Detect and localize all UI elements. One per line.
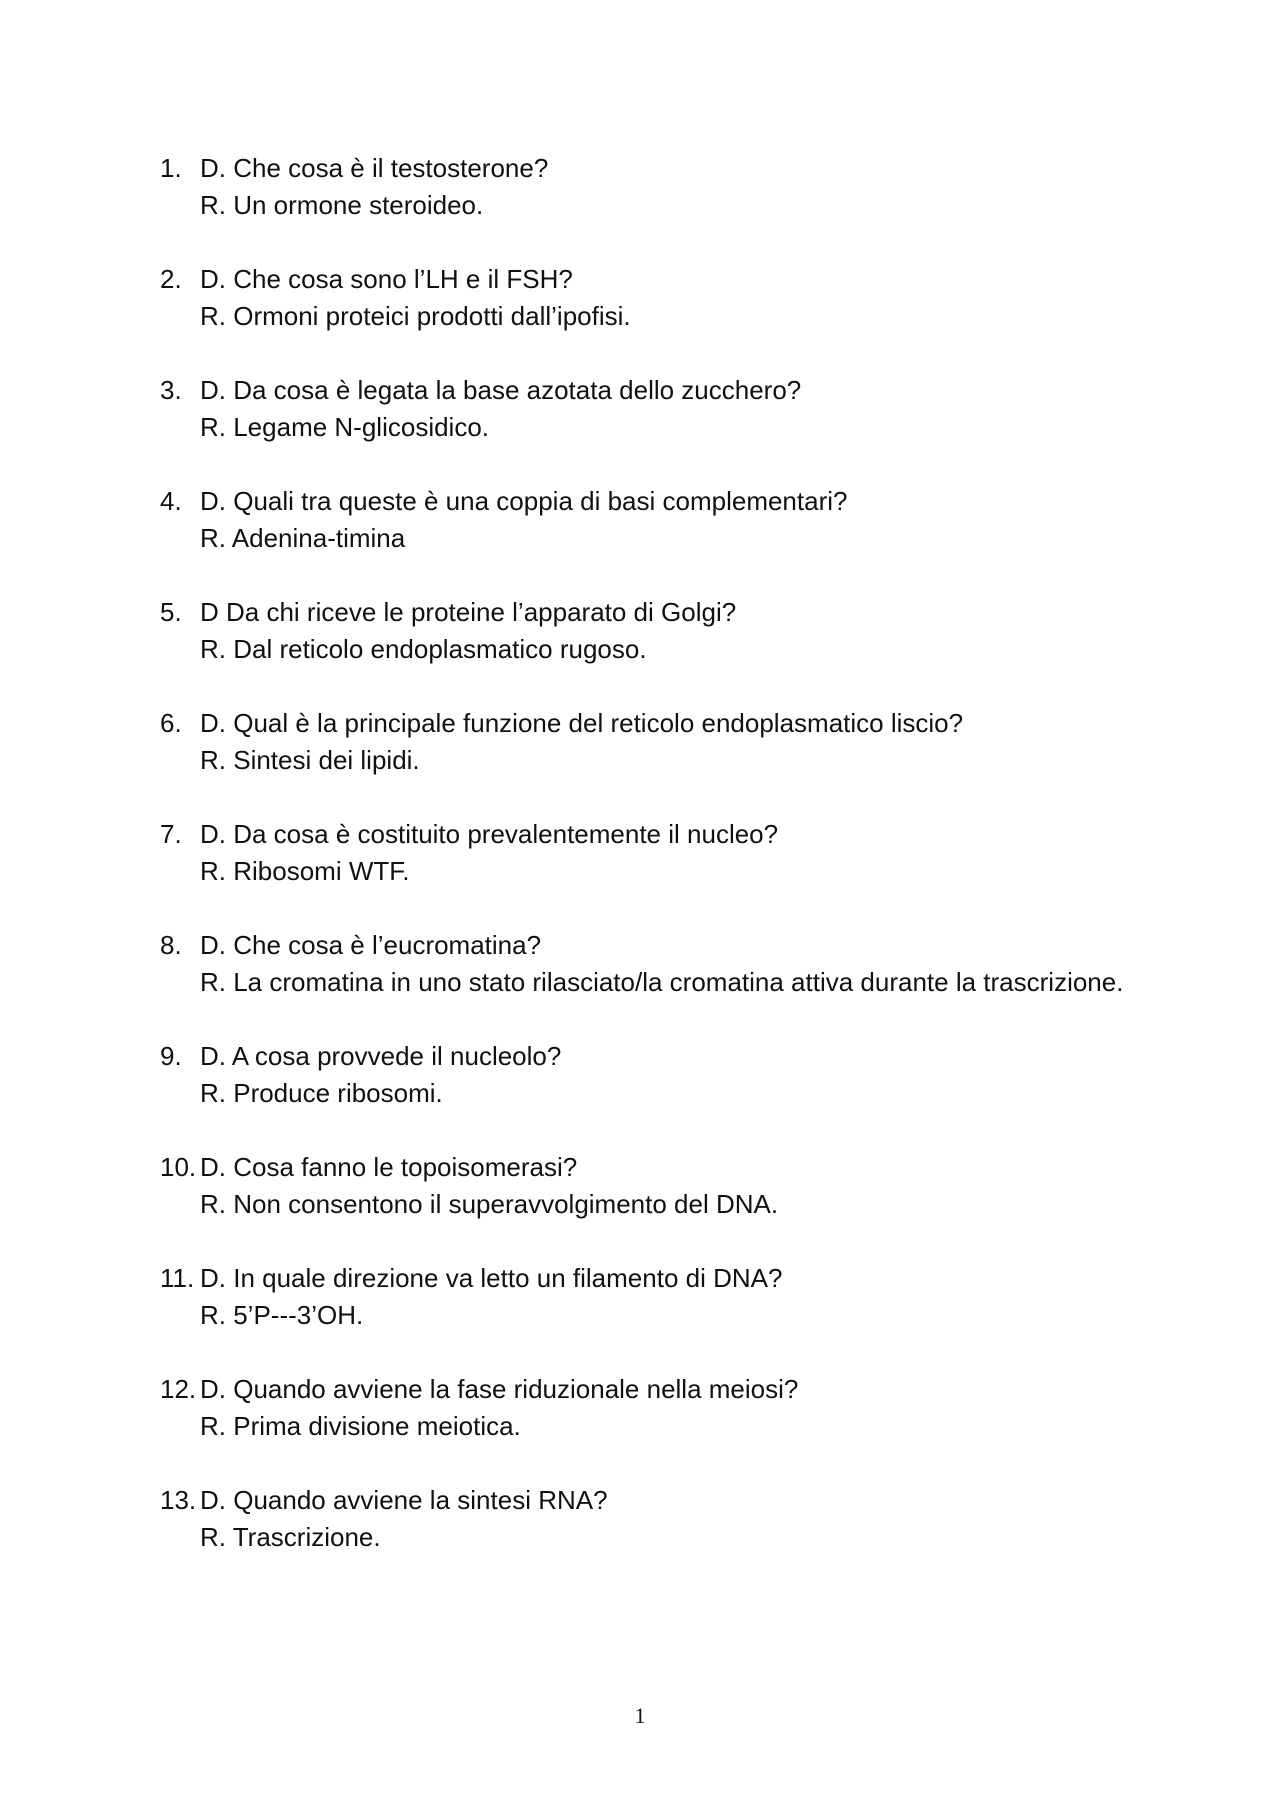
qa-item-8 — [160, 927, 1160, 1001]
item-number: 6. — [160, 708, 182, 738]
question-text: D. A cosa provvede il nucleolo? — [200, 1041, 562, 1071]
answer-text: R. Trascrizione. — [200, 1522, 381, 1552]
answer-text: R. La cromatina in uno stato rilasciato/la cromatina attiva durante la trascrizione. — [200, 967, 1124, 997]
item-number: 9. — [160, 1041, 182, 1071]
question-text: D. Da cosa è legata la base azotata dello zucchero? — [200, 375, 802, 405]
answer-text: R. Dal reticolo endoplasmatico rugoso. — [200, 634, 647, 664]
item-number: 10. — [160, 1152, 197, 1182]
answer-text: R. Ormoni proteici prodotti dall’ipofisi. — [200, 301, 631, 331]
page-number: 1 — [634, 1703, 646, 1728]
question-text: D. Che cosa è il testosterone? — [200, 153, 549, 183]
item-number: 13. — [160, 1485, 197, 1515]
qa-item-6 — [160, 705, 1160, 779]
answer-text: R. Un ormone steroideo. — [200, 190, 484, 220]
qa-item-7 — [160, 816, 1160, 890]
item-number: 8. — [160, 930, 182, 960]
item-number: 4. — [160, 486, 182, 516]
qa-item-12 — [160, 1371, 1160, 1445]
answer-text: R. Legame N-glicosidico. — [200, 412, 490, 442]
item-number: 2. — [160, 264, 182, 294]
question-text: D. In quale direzione va letto un filamento di DNA? — [200, 1263, 783, 1293]
qa-item-13 — [160, 1482, 1160, 1556]
item-number: 12. — [160, 1374, 197, 1404]
answer-text: R. Non consentono il superavvolgimento del DNA. — [200, 1189, 779, 1219]
item-number: 3. — [160, 375, 182, 405]
item-number: 1. — [160, 153, 182, 183]
question-text: D. Quali tra queste è una coppia di basi complementari? — [200, 486, 848, 516]
qa-item-5 — [160, 594, 1160, 668]
question-text: D. Da cosa è costituito prevalentemente il nucleo? — [200, 819, 779, 849]
question-text: D Da chi riceve le proteine l’apparato di Golgi? — [200, 597, 737, 627]
question-text: D. Quando avviene la fase riduzionale nella meiosi? — [200, 1374, 799, 1404]
qa-item-1 — [160, 150, 1160, 224]
answer-text: R. Produce ribosomi. — [200, 1078, 443, 1108]
qa-item-3 — [160, 372, 1160, 446]
qa-list — [160, 150, 1160, 1593]
answer-text: R. Ribosomi WTF. — [200, 856, 410, 886]
answer-text: R. Sintesi dei lipidi. — [200, 745, 420, 775]
qa-item-11 — [160, 1260, 1160, 1334]
qa-item-4 — [160, 483, 1160, 557]
item-number: 7. — [160, 819, 182, 849]
answer-text: R. 5’P---3’OH. — [200, 1300, 364, 1330]
qa-item-10 — [160, 1149, 1160, 1223]
question-text: D. Che cosa sono l’LH e il FSH? — [200, 264, 573, 294]
question-text: D. Qual è la principale funzione del reticolo endoplasmatico liscio? — [200, 708, 964, 738]
answer-text: R. Adenina-timina — [200, 523, 406, 553]
qa-item-2 — [160, 261, 1160, 335]
item-number: 5. — [160, 597, 182, 627]
qa-item-9 — [160, 1038, 1160, 1112]
question-text: D. Quando avviene la sintesi RNA? — [200, 1485, 608, 1515]
item-number: 11. — [160, 1263, 195, 1293]
answer-text: R. Prima divisione meiotica. — [200, 1411, 521, 1441]
question-text: D. Che cosa è l’eucromatina? — [200, 930, 542, 960]
question-text: D. Cosa fanno le topoisomerasi? — [200, 1152, 578, 1182]
